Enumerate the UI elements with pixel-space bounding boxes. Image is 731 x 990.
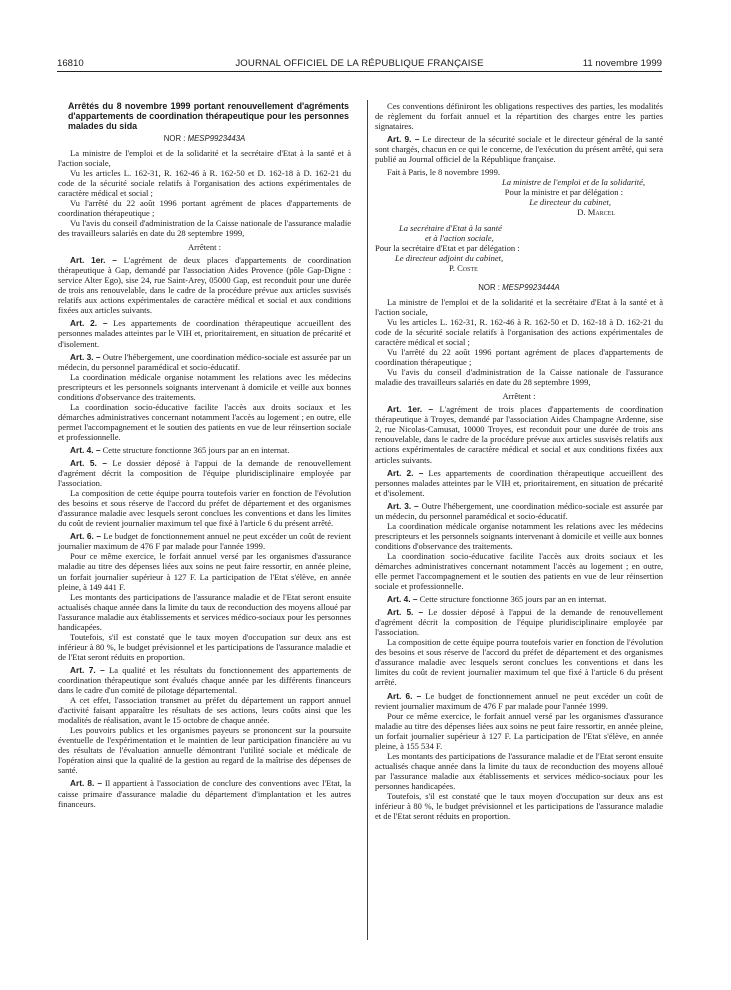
signature-minister: La ministre de l'emploi et de la solidarité,: [502, 177, 645, 188]
article-paragraph: La coordination médicale organise notamment les relations avec les médecins prescripteurs et les personnels soignants intervenant à domicile et veille aux bonnes conditions d'observance des traitements.: [375, 520, 663, 551]
article-6: Art. 6. – Le budget de fonctionnement annuel ne peut excéder un coût de revient journalier maximum de 476 F par malade pour l'année 1999.: [58, 531, 351, 552]
visa-paragraph: La ministre de l'emploi et de la solidarité et la secrétaire d'Etat à la santé et à l'action sociale,: [58, 147, 351, 168]
signature-name: P. Coste: [449, 262, 478, 273]
article-3: Art. 3. – Outre l'hébergement, une coordination médico-sociale est assurée par un médecin, du personnel paramédical et socio-éducatif.: [375, 500, 664, 521]
article-4: Art. 4. – Cette structure fonctionne 365 jours par an en internat.: [70, 444, 290, 455]
article-paragraph: Pour ce même exercice, le forfait annuel versé par les organismes d'assurance maladie au titre des dépenses liées aux soins ne peut faire ressortir, en année pleine, un forfait journalier supérieur à 127 F. La participation de l'Etat s'élève, en année pleine, à 155 534 F.: [375, 710, 663, 751]
page-header: [57, 58, 662, 72]
visa-paragraph: Vu l'arrêté du 22 août 1996 portant agrément de places d'appartements de coordination thérapeutique ;: [58, 197, 351, 218]
visa-paragraph: Vu l'arrêté du 22 août 1996 portant agrément de places d'appartements de coordination thérapeutique ;: [375, 347, 663, 368]
article-8: Art. 8. – Il appartient à l'association de conclure des conventions avec l'Etat, la caisse primaire d'assurance maladie du département d'implantation et les autres financeurs.: [58, 778, 351, 809]
article-paragraph: A cet effet, l'association transmet au préfet du département un rapport annuel d'activité faisant apparaître les résultats de ses actions, leurs coûts ainsi que les modalités de réalisation, avant le 15 octobre de chaque année.: [58, 695, 351, 726]
visa-paragraph: Vu l'avis du conseil d'administration de la Caisse nationale de l'assurance maladie des travailleurs salariés en date du 28 septembre 1999,: [375, 367, 663, 388]
header-rule: [57, 71, 662, 72]
signature-delegation: Pour la ministre et par délégation :: [504, 187, 623, 198]
signature-secretary: La secrétaire d'Etat à la santé: [399, 222, 502, 233]
left-column: [58, 101, 351, 809]
article-paragraph: Les montants des participations de l'assurance maladie et de l'Etat seront ensuite actualisés chaque année dans la limite du taux de reconduction des moyens alloué par l'assurance maladie aux établissements et services médico-sociaux pour les personnes handicapées.: [375, 750, 663, 791]
column-divider: [367, 100, 368, 940]
article-6: Art. 6. – Le budget de fonctionnement annuel ne peut excéder un coût de revient journalier maximum de 476 F par malade pour l'année 1999.: [375, 690, 664, 711]
article-paragraph: La composition de cette équipe pourra toutefois varier en fonction de l'évolution des besoins et sous réserve de l'accord du préfet de département et des organismes d'assurance maladie avec lesquels seront conclues les conventions et dans les limites du coût de revient journalier maximum tel que fixé à l'article 6 du présent arrêté.: [58, 488, 351, 529]
signature-title: Le directeur du cabinet,: [529, 197, 611, 208]
decree-title: Arrêtés du 8 novembre 1999 portant renouvellement d'agréments d'appartements de coordination thérapeutique pour les personnes malades du sida: [68, 101, 349, 132]
article-paragraph: La coordination socio-éducative facilite l'accès aux droits sociaux et les démarches administratives concernant notamment l'accès au logement ; en outre, elle permet l'accompagnement et le soutien des patients en vue de leur réinsertion sociale et professionnelle.: [58, 401, 351, 442]
article-paragraph: La composition de cette équipe pourra toutefois varier en fonction de l'évolution des besoins et sous réserve de l'accord du préfet de département et des organismes d'assurance maladie avec lesquels seront conclues les conventions et dans les limites du coût de revient journalier maximum tel que fixé à l'article 6 du présent arrêté.: [375, 637, 663, 688]
article-7: Art. 7. – La qualité et les résultats du fonctionnement des appartements de coordination thérapeutique sont évalués chaque année par les différents financeurs dans le cadre d'un comité de pilotage départemental.: [58, 664, 352, 696]
article-paragraph: Toutefois, s'il est constaté que le taux moyen d'occupation sur deux ans est inférieur à 80 %, le budget prévisionnel et les participations de l'assurance maladie et de l'Etat seront réduits en proportion.: [58, 631, 351, 662]
article-5: Art. 5. – Le dossier déposé à l'appui de la demande de renouvellement d'agrément décrit la composition de l'équipe pluridisciplinaire employée par l'association.: [375, 607, 664, 638]
arretent-heading: Arrêtent :: [188, 242, 221, 253]
article-paragraph: Les pouvoirs publics et les organismes payeurs se prononcent sur la poursuite éventuelle de l'expérimentation et le maintien de leur participation financière au vu des résultats de l'évaluation annuelle démontrant l'utilité sociale et médicale de l'opération ainsi que la qualité de la gestion au regard de la maîtrise des dépenses de santé.: [58, 725, 351, 776]
article-2: Art. 2. – Les appartements de coordination thérapeutique accueillent des personnes malades atteintes par le VIH et, prioritairement, en situation de précarité et d'isolement.: [375, 467, 663, 498]
signature-delegation: Pour la secrétaire d'Etat et par délégation :: [375, 242, 520, 253]
nor-reference: NOR : MESP9923444A: [478, 282, 560, 292]
page-number: 16810: [57, 58, 84, 69]
nor-reference: NOR : MESP9923443A: [163, 133, 246, 143]
article-paragraph: Ces conventions définiront les obligations respectives des parties, les modalités de règlement du forfait annuel et la répartition des charges entre les parties signataires.: [375, 101, 663, 132]
article-paragraph: La coordination médicale organise notamment les relations avec les médecins prescripteurs et les personnels soignants intervenant à domicile et veille aux bonnes conditions d'observance des traitements.: [58, 371, 351, 402]
article-paragraph: La coordination socio-éducative facilite l'accès aux droits sociaux et les démarches administratives concernant notamment l'accès au logement ; en outre, elle permet l'accompagnement et le soutien des patients en vue de leur réinsertion sociale et professionnelle.: [375, 550, 663, 592]
done-at: Fait à Paris, le 8 novembre 1999.: [387, 167, 500, 178]
signature-secretary: et à l'action sociale,: [425, 232, 494, 243]
right-column: [375, 101, 663, 821]
issue-date: 11 novembre 1999: [582, 58, 662, 69]
article-4: Art. 4. – Cette structure fonctionne 365 jours par an en internat.: [387, 594, 607, 605]
article-5: Art. 5. – Le dossier déposé à l'appui de la demande de renouvellement d'agrément décrit la composition de l'équipe pluridisciplinaire employée par l'association.: [58, 458, 352, 489]
journal-title: JOURNAL OFFICIEL DE LA RÉPUBLIQUE FRANÇAISE: [235, 58, 484, 69]
arretent-heading: Arrêtent :: [502, 391, 536, 402]
signature-name: D. Marcel: [577, 207, 615, 218]
visa-paragraph: Vu les articles L. 162-31, R. 162-46 à R. 162-50 et D. 162-18 à D. 162-21 du code de la sécurité sociale relatifs à l'organisation des actions expérimentales de caractère médical et social ;: [375, 316, 663, 347]
article-9: Art. 9. – Le directeur de la sécurité sociale et le directeur général de la santé sont chargés, chacun en ce qui le concerne, de l'exécution du présent arrêté, qui sera publié au Journal officiel de la République française.: [375, 134, 663, 165]
article-3: Art. 3. – Outre l'hébergement, une coordination médico-sociale est assurée par un médecin, du personnel paramédical et socio-éducatif.: [58, 351, 351, 372]
article-paragraph: Les montants des participations de l'assurance maladie et de l'Etat seront ensuite actualisés chaque année dans la limite du taux de reconduction des moyens alloué par l'assurance maladie aux établissements et services médico-sociaux pour les personnes handicapées.: [58, 591, 351, 632]
visa-paragraph: Vu l'avis du conseil d'administration de la Caisse nationale de l'assurance maladie des travailleurs salariés en date du 28 septembre 1999,: [58, 217, 351, 239]
visa-paragraph: La ministre de l'emploi et de la solidarité et la secrétaire d'Etat à la santé et à l'action sociale,: [375, 296, 663, 317]
article-paragraph: Pour ce même exercice, le forfait annuel versé par les organismes d'assurance maladie au titre des dépenses liées aux soins ne peut faire ressortir, en année pleine, un forfait journalier supérieur à 127 F. La participation de l'Etat s'élève, en année pleine, à 149 441 F.: [58, 551, 351, 592]
signature-title: Le directeur adjoint du cabinet,: [395, 252, 504, 263]
article-1: Art. 1er. – L'agrément de deux places d'appartements de coordination thérapeutique à Gap, demandé par l'association Aides Provence (pôle Gap-Digne : service Alter Ego), sise 24, rue Saint-Arey, 05000 Gap, est reconduit pour une durée de trois ans renouvelable, dans le cadre de la procédure prévue aux articles susvisés relatifs aux actions expérimentales de caractère médical et social et aux conditions fixées aux articles suivants.: [58, 255, 352, 316]
article-2: Art. 2. – Les appartements de coordination thérapeutique accueillent des personnes malades atteintes par le VIH et, prioritairement, en situation de précarité et d'isolement.: [58, 318, 351, 349]
article-paragraph: Toutefois, s'il est constaté que le taux moyen d'occupation sur deux ans est inférieur à 80 %, le budget prévisionnel et les participations de l'assurance maladie et de l'Etat seront réduits en proportion.: [375, 791, 663, 822]
article-1: Art. 1er. – L'agrément de trois places d'appartements de coordination thérapeutique à Troyes, demandé par l'association Aides Champagne Ardenne, sise 2, rue Nicolas-Camusat, 10000 Troyes, est reconduit pour une durée de trois ans renouvelable, dans le cadre de la procédure prévue aux articles susvisés relatifs aux actions expérimentales de caractère médical et social et aux conditions fixées aux articles suivants.: [375, 404, 664, 465]
visa-paragraph: Vu les articles L. 162-31, R. 162-46 à R. 162-50 et D. 162-18 à D. 162-21 du code de la sécurité sociale relatifs à l'organisation des actions expérimentales de caractère médical et social ;: [58, 167, 351, 198]
